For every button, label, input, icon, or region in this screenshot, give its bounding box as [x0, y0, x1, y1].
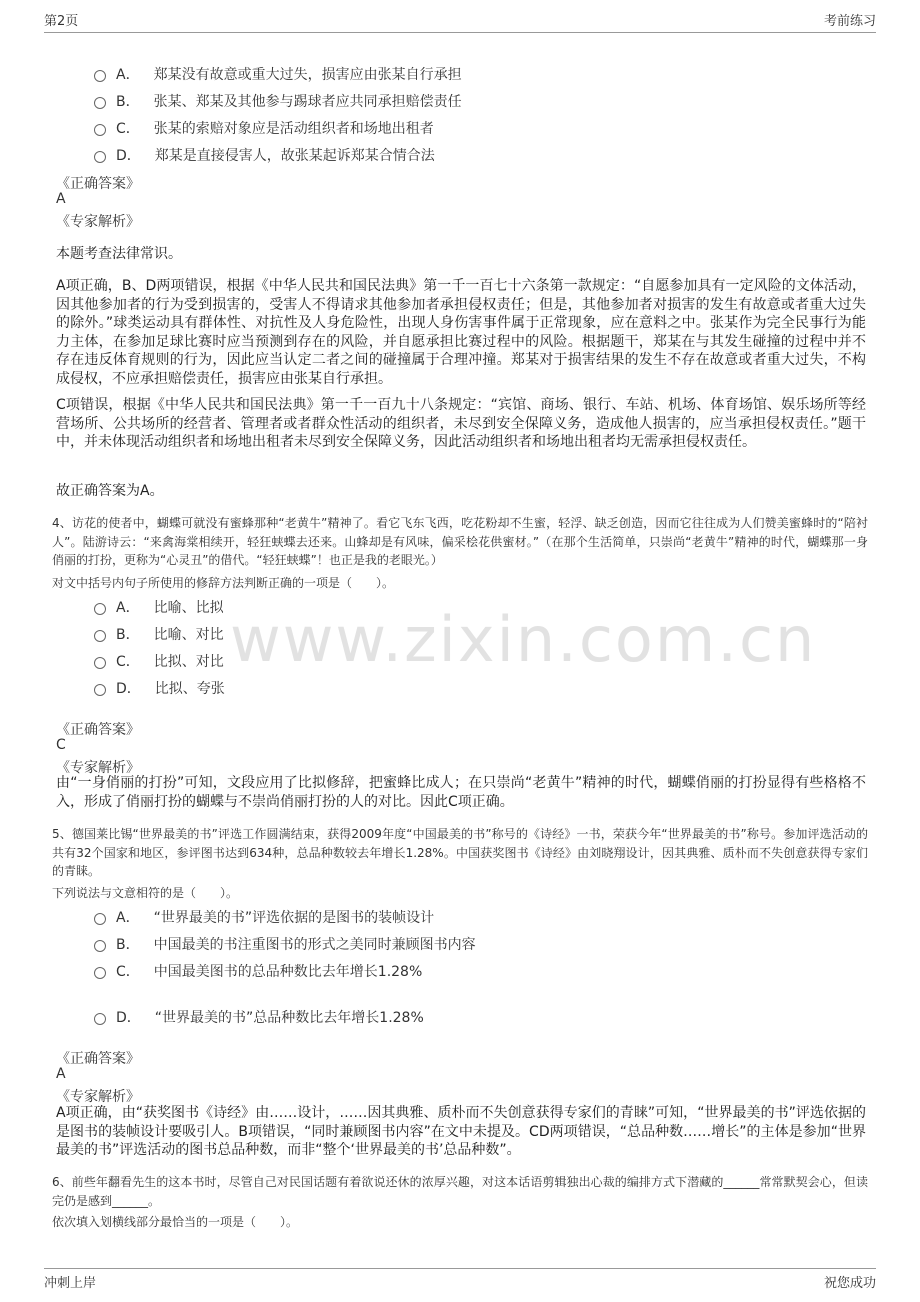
- q4-stem: 4、访花的使者中，蝴蝶可就没有蜜蜂那种“老黄牛”精神了。看它飞东飞西，吃花粉却不生蜜，轻浮、缺乏创造，因而它往往成为人们赞美蜜蜂时的“陪衬人”。陆游诗云：“来禽海棠相续开，轻狂蛱蝶去还来。山蜂却是有风味，偏采桧花供蜜材。”（在那个生活简单，只崇尚“老黄牛”精神的时代，蝴蝶那一身俏丽的打扮，更称为“心灵丑”的借代。“轻狂蛱蝶”！也正是我的老眼光。）: [52, 516, 868, 567]
- radio-icon[interactable]: [94, 1013, 106, 1025]
- radio-icon[interactable]: [94, 913, 106, 925]
- q5-answer: A: [56, 1066, 66, 1082]
- q4-option-d[interactable]: D． 比拟、夸张: [94, 678, 225, 698]
- q5-stem: 5、德国莱比锡“世界最美的书”评选工作圆满结束，获得2009年度“中国最美的书”称号的《诗经》一书，荣获今年“世界最美的书”称号。参加评选活动的共有32个国家和地区，参评图书达到634种，总品种数较去年增长1.28%。中国获奖图书《诗经》由刘晓翔设计，因其典雅、质朴而不失创意获得专家们的青睐。: [52, 827, 868, 878]
- page-footer: [44, 1268, 876, 1296]
- q5-answer-label: 《正确答案》: [56, 1051, 140, 1067]
- q3-analysis-p3: C项错误，根据《中华人民共和国民法典》第一千一百九十八条规定：“宾馆、商场、银行、车站、机场、体育场馆、娱乐场所等经营场所、公共场所的经营者、管理者或者群众性活动的组织者，未尽到安全保障义务，造成他人损害的，应当承担侵权责任。”题干中，并未体现活动组织者和场地出租者未尽到安全保障义务，因此活动组织者和场地出租者均无需承担侵权责任。: [56, 397, 866, 450]
- q4-option-c[interactable]: C． 比拟、对比: [94, 651, 224, 671]
- q5-ask: 下列说法与文意相符的是（ ）。: [52, 886, 239, 900]
- radio-icon[interactable]: [94, 630, 106, 642]
- q3-option-b[interactable]: B． 张某、郑某及其他参与踢球者应共同承担赔偿责任: [94, 91, 462, 111]
- q5-analysis-label: 《专家解析》: [56, 1089, 140, 1105]
- radio-icon[interactable]: [94, 603, 106, 615]
- q3-answer-label: 《正确答案》: [56, 176, 140, 192]
- q3-option-c[interactable]: C． 张某的索赔对象应是活动组织者和场地出租者: [94, 118, 434, 138]
- q4-option-a[interactable]: A． 比喻、比拟: [94, 597, 224, 617]
- q6-ask: 依次填入划横线部分最恰当的一项是（ ）。: [52, 1215, 299, 1229]
- q3-option-d[interactable]: D． 郑某是直接侵害人，故张某起诉郑某合情合法: [94, 145, 435, 165]
- radio-icon[interactable]: [94, 940, 106, 952]
- q4-answer: C: [56, 737, 66, 753]
- footer-left: 冲刺上岸: [44, 1276, 97, 1291]
- q4-answer-label: 《正确答案》: [56, 722, 140, 738]
- q4-option-b[interactable]: B． 比喻、对比: [94, 624, 224, 644]
- q5-option-a[interactable]: A． “世界最美的书”评选依据的是图书的装帧设计: [94, 907, 434, 927]
- page-header: [44, 10, 876, 33]
- footer-right: 祝您成功: [823, 1276, 876, 1291]
- q3-analysis-p4: 故正确答案为A。: [56, 483, 164, 499]
- q4-analysis: 由“一身俏丽的打扮”可知，文段应用了比拟修辞，把蜜蜂比成人；在只崇尚“老黄牛”精神的时代，蝴蝶俏丽的打扮显得有些格格不入，形成了俏丽打扮的蝴蝶与不崇尚俏丽打扮的人的对比。因此C项正确。: [56, 775, 866, 810]
- q4-analysis-label: 《专家解析》: [56, 760, 140, 776]
- radio-icon[interactable]: [94, 70, 106, 82]
- radio-icon[interactable]: [94, 97, 106, 109]
- radio-icon[interactable]: [94, 657, 106, 669]
- q5-option-b[interactable]: B． 中国最美的书注重图书的形式之美同时兼顾图书内容: [94, 934, 476, 954]
- q3-analysis-label: 《专家解析》: [56, 214, 140, 230]
- q5-analysis: A项正确，由“获奖图书《诗经》由……设计，……因其典雅、质朴而不失创意获得专家们的青睐”可知，“世界最美的书”评选依据的是图书的装帧设计要吸引人。B项错误，“同时兼顾图书内容”在文中未提及。CD两项错误，“总品种数……增长”的主体是参加“世界最美的书”评选活动的图书总品种数，而非“整个‘世界最美的书’总品种数”。: [56, 1105, 866, 1158]
- q3-analysis-p2: A项正确，B、D两项错误，根据《中华人民共和国民法典》第一千一百七十六条第一款规定：“自愿参加具有一定风险的文体活动，因其他参加者的行为受到损害的，受害人不得请求其他参加者承担侵权责任；但是，其他参加者对损害的发生有故意或者重大过失的除外。”球类运动具有群体性、对抗性及人身危险性，出现人身伤害事件属于正常现象，应在意料之中。张某作为完全民事行为能力主体，在参加足球比赛时应当预测到存在的风险，并自愿承担比赛过程中的风险。根据题干，郑某在与其发生碰撞的过程中并不存在违反体育规则的行为，因此应当认定二者之间的碰撞属于合理冲撞。郑某对于损害结果的发生不存在故意或者重大过失，不构成侵权，不应承担赔偿责任，损害应由张某自行承担。: [56, 278, 866, 387]
- q5-option-c[interactable]: C． 中国最美图书的总品种数比去年增长1.28%: [94, 961, 422, 981]
- q3-option-a[interactable]: A． 郑某没有故意或重大过失，损害应由张某自行承担: [94, 64, 462, 84]
- watermark: www.zixin.com.cn: [230, 603, 817, 676]
- header-title: 考前练习: [823, 14, 876, 29]
- radio-icon[interactable]: [94, 684, 106, 696]
- q3-analysis-p1: 本题考查法律常识。: [56, 246, 182, 262]
- q4-ask: 对文中括号内句子所使用的修辞方法判断正确的一项是（ ）。: [52, 576, 395, 590]
- page-number: 第2页: [44, 14, 79, 29]
- q6-stem: 6、前些年翻看先生的这本书时，尽管自己对民国话题有着欲说还休的浓厚兴趣，对这本话语剪辑独出心裁的编排方式下潜藏的______常常默契会心，但读完仍是感到______。: [52, 1175, 868, 1208]
- q3-answer: A: [56, 191, 66, 207]
- q5-option-d[interactable]: D． “世界最美的书”总品种数比去年增长1.28%: [94, 1007, 424, 1027]
- radio-icon[interactable]: [94, 151, 106, 163]
- radio-icon[interactable]: [94, 967, 106, 979]
- radio-icon[interactable]: [94, 124, 106, 136]
